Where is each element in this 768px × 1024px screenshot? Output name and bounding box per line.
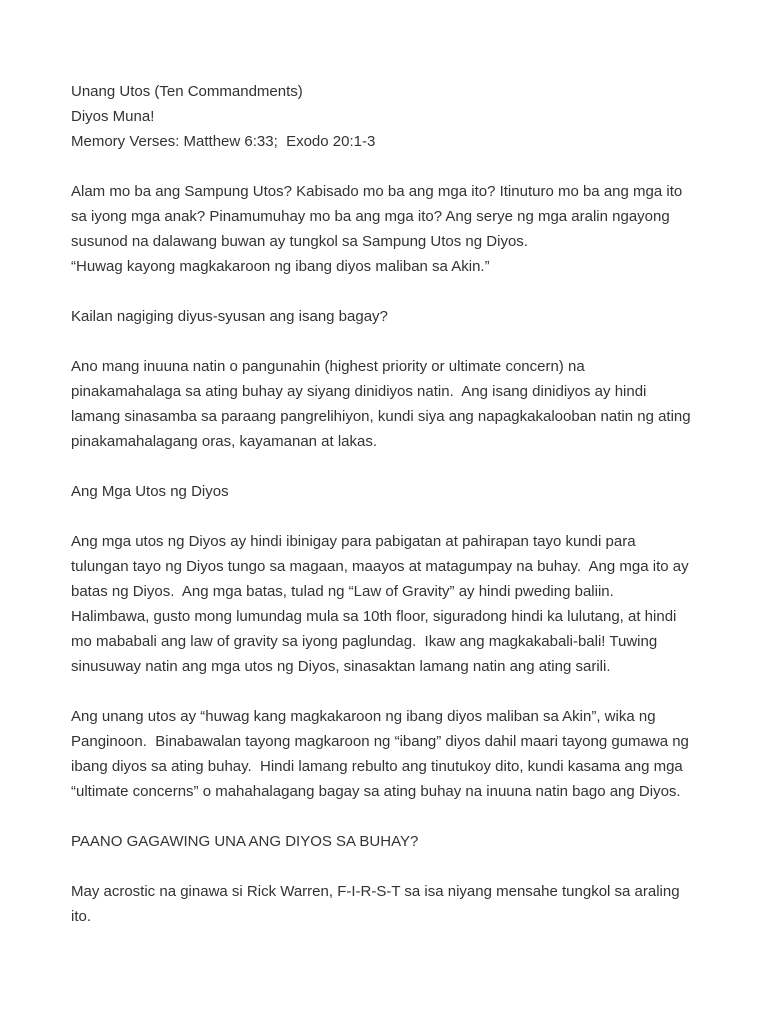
- text-line: Ang unang utos ay “huwag kang magkakaroon ng ibang diyos maliban sa Akin”, wika ng: [71, 708, 656, 725]
- memory-verses: Memory Verses: Matthew 6:33; Exodo 20:1-3: [71, 133, 376, 150]
- text-line: sinusuway natin ang mga utos ng Diyos, sinasaktan lamang natin ang ating sarili.: [71, 658, 611, 675]
- quote-line: “Huwag kayong magkakaroon ng ibang diyos maliban sa Akin.”: [71, 258, 490, 275]
- text-line: Alam mo ba ang Sampung Utos? Kabisado mo ba ang mga ito? Itinuturo mo ba ang mga ito: [71, 183, 683, 200]
- text-line: mo mababali ang law of gravity sa iyong paglundag. Ikaw ang magkakabali-bali! Tuwing: [71, 633, 658, 650]
- paragraph-intro: [71, 179, 701, 279]
- text-line: May acrostic na ginawa si Rick Warren, F-I-R-S-T sa isa niyang mensahe tungkol sa araling: [71, 883, 680, 900]
- document-subtitle: Diyos Muna!: [71, 108, 155, 125]
- section-heading: PAANO GAGAWING UNA ANG DIYOS SA BUHAY?: [71, 833, 419, 850]
- text-line: “ultimate concerns” o mahahalagang bagay sa ating buhay na inuuna natin bago ang Diyos.: [71, 783, 681, 800]
- text-line: lamang sinasamba sa paraang pangrelihiyon, kundi siya ang napagkakalooban natin ng ating: [71, 408, 691, 425]
- paragraph-priority: [71, 354, 701, 454]
- text-line: sa iyong mga anak? Pinamumuhay mo ba ang mga ito? Ang serye ng mga aralin ngayong: [71, 208, 670, 225]
- text-line: ito.: [71, 908, 92, 925]
- text-line: Ano mang inuuna natin o pangunahin (highest priority or ultimate concern) na: [71, 358, 585, 375]
- text-line: Panginoon. Binabawalan tayong magkaroon ng “ibang” diyos dahil maari tayong gumawa ng: [71, 733, 689, 750]
- text-line: Halimbawa, gusto mong lumundag mula sa 10th floor, siguradong hindi ka lulutang, at hindi: [71, 608, 677, 625]
- document-page: [71, 79, 701, 929]
- section-heading-paano: [71, 829, 701, 854]
- document-title: Unang Utos (Ten Commandments): [71, 83, 303, 100]
- paragraph-acrostic: [71, 879, 701, 929]
- paragraph-first-commandment: [71, 704, 701, 804]
- paragraph-laws: [71, 529, 701, 679]
- section-heading: Ang Mga Utos ng Diyos: [71, 483, 229, 500]
- text-line: tulungan tayo ng Diyos tungo sa magaan, maayos at matagumpay na buhay. Ang mga ito ay: [71, 558, 689, 575]
- section-heading-utos: [71, 479, 701, 504]
- text-line: pinakamahalagang oras, kayamanan at lakas.: [71, 433, 378, 450]
- text-line: batas ng Diyos. Ang mga batas, tulad ng “Law of Gravity” ay hindi pweding baliin.: [71, 583, 614, 600]
- text-line: Ang mga utos ng Diyos ay hindi ibinigay para pabigatan at pahirapan tayo kundi para: [71, 533, 636, 550]
- paragraph-question: [71, 304, 701, 329]
- text-line: susunod na dalawang buwan ay tungkol sa Sampung Utos ng Diyos.: [71, 233, 528, 250]
- document-header: [71, 79, 701, 154]
- text-line: pinakamahalaga sa ating buhay ay siyang dinidiyos natin. Ang isang dinidiyos ay hindi: [71, 383, 647, 400]
- text-line: Kailan nagiging diyus-syusan ang isang bagay?: [71, 308, 388, 325]
- text-line: ibang diyos sa ating buhay. Hindi lamang rebulto ang tinutukoy dito, kundi kasama ang mga: [71, 758, 683, 775]
